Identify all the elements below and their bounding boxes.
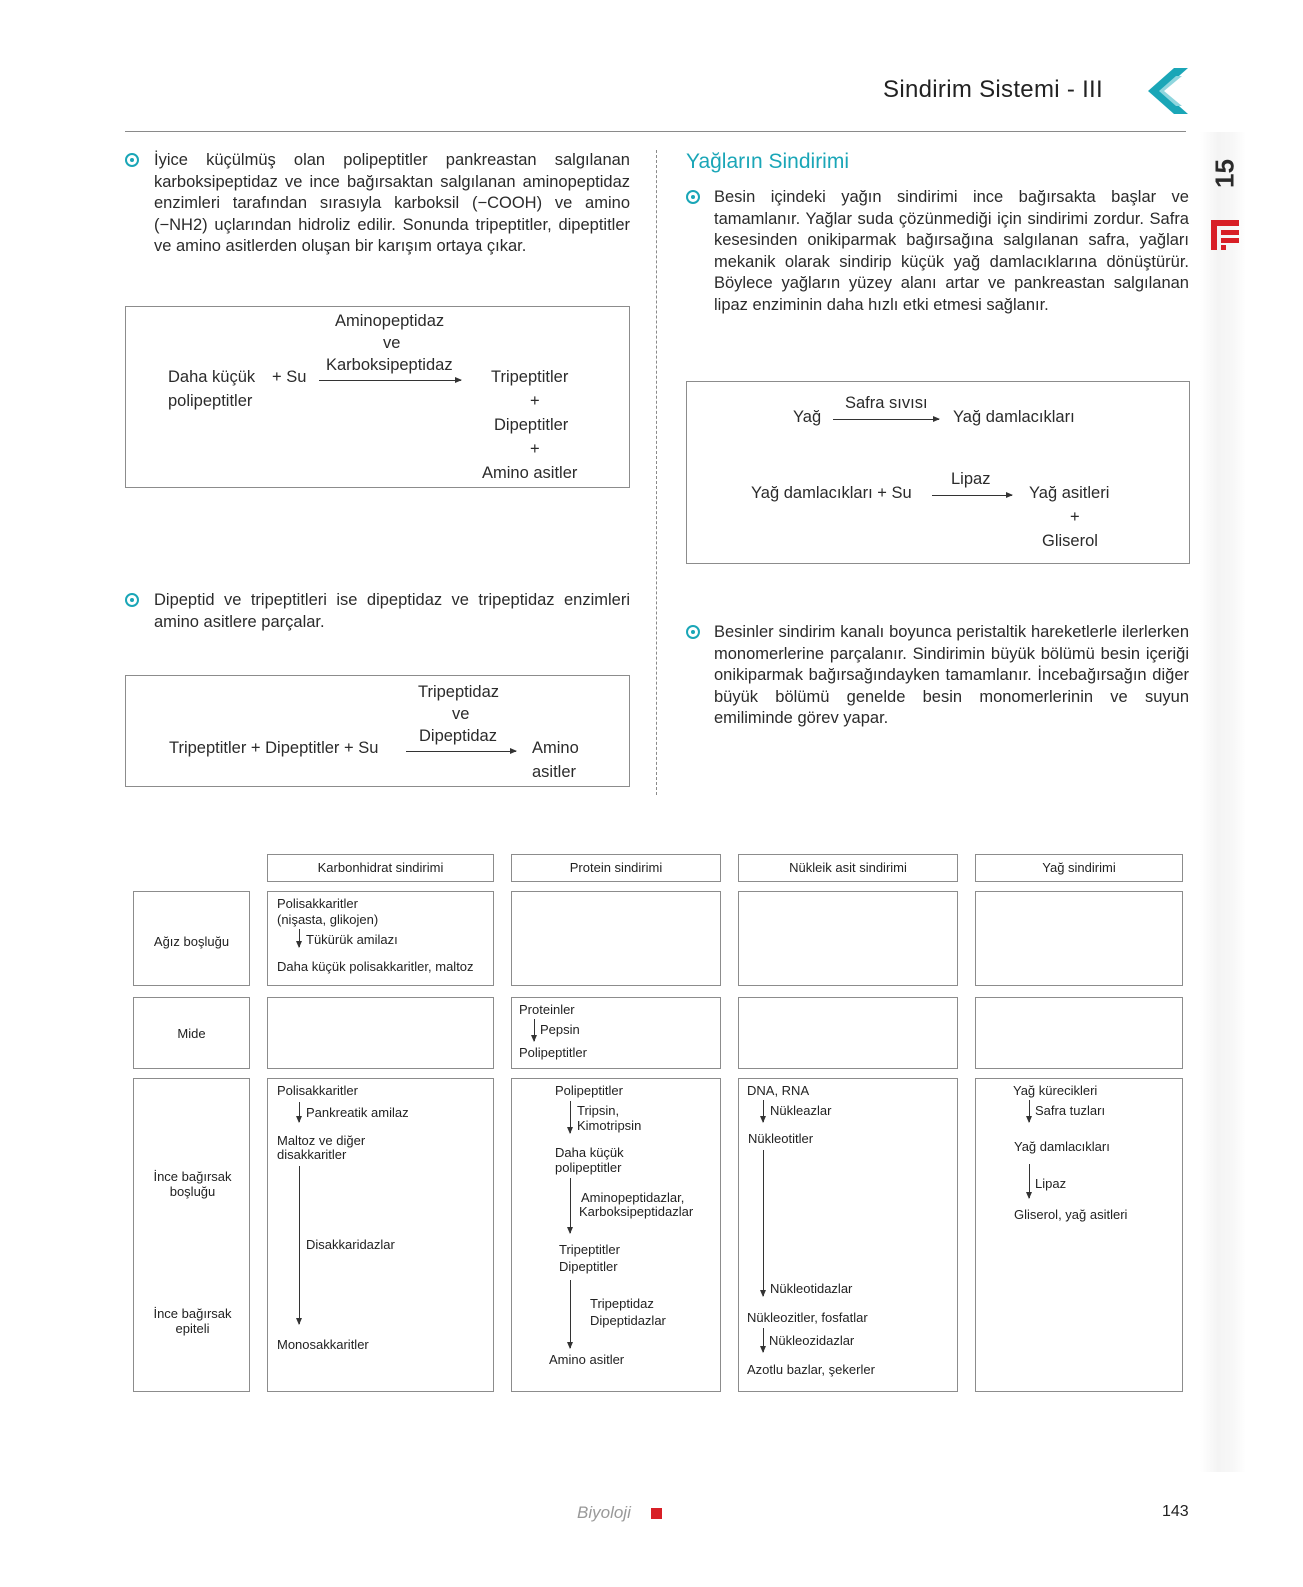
section-title: Yağların Sindirimi bbox=[686, 150, 850, 173]
table-header-nucleic: Nükleik asit sindirimi bbox=[738, 854, 958, 882]
table-header-protein: Protein sindirimi bbox=[511, 854, 721, 882]
table-header-carb: Karbonhidrat sindirimi bbox=[267, 854, 494, 882]
cell-protein-mouth bbox=[511, 891, 721, 986]
footer-square-icon bbox=[651, 1508, 662, 1519]
reaction-box-3 bbox=[686, 381, 1190, 564]
footer-subject: Biyoloji bbox=[577, 1503, 631, 1522]
reaction-arrow bbox=[932, 495, 1012, 496]
product-label: Yağ damlacıkları bbox=[953, 408, 1075, 426]
cell-fat-mouth bbox=[975, 891, 1183, 986]
reactant-label: Daha küçük bbox=[168, 368, 256, 386]
cell-protein-stomach: Proteinler Pepsin Polipeptitler bbox=[511, 997, 721, 1069]
reaction-box-1 bbox=[125, 306, 630, 488]
bullet-icon bbox=[686, 190, 700, 204]
row-label-mouth: Ağız boşluğu bbox=[133, 891, 250, 986]
down-arrow bbox=[1029, 1100, 1030, 1122]
enzyme-label: Tripeptidaz bbox=[418, 683, 500, 701]
enzyme-label: ve bbox=[452, 705, 470, 723]
down-arrow bbox=[570, 1280, 571, 1348]
product-label: Tripeptitler bbox=[491, 368, 569, 386]
brand-number: 15 bbox=[1209, 159, 1240, 188]
right-paragraph-1: Besin içindeki yağın sindirimi ince bağırsakta başlar ve tamamlanır. Yağlar suda çözünmediği için sindirimi zordur. Safra kesesinden onikiparmak bağırsağına salgılanan safra, yağları mekanik olarak sindirip küçük yağ damlacıklarına dönüştürür. Böylece yağların yüzey alanı artar ve pankreastan salgılanan lipaz enziminin daha hızlı etki etmesi sağlanır. bbox=[714, 188, 1189, 314]
reactant-label: Tripeptitler + Dipeptitler + Su bbox=[169, 739, 379, 757]
down-arrow bbox=[763, 1100, 764, 1122]
down-arrow bbox=[763, 1328, 764, 1352]
bullet-icon bbox=[686, 625, 700, 639]
cell-nucleic-mouth bbox=[738, 891, 958, 986]
product-label: + bbox=[1070, 508, 1080, 526]
reaction-box-2 bbox=[125, 675, 630, 787]
left-paragraph-1: İyice küçülmüş olan polipeptitler pankreastan salgılanan karboksipeptidaz ve ince bağırsaktan salgılanan aminopeptidaz enzimleri tarafından sırasıyla karboksil (−COOH) ve amino (−NH2) uçlarından hidroliz edilir. Sonunda tripeptitler, dipeptitler ve amino asitlerden oluşan bir karışım ortaya çıkar. bbox=[154, 151, 630, 255]
column-divider bbox=[656, 150, 658, 795]
reactant-label: Yağ damlacıkları + Su bbox=[751, 484, 912, 502]
down-arrow bbox=[299, 1166, 300, 1324]
reactant-label: polipeptitler bbox=[168, 392, 253, 410]
page-title: Sindirim Sistemi - III bbox=[883, 76, 1103, 103]
product-label: Amino bbox=[532, 739, 579, 757]
chevron-left-icon bbox=[1146, 68, 1188, 114]
product-label: asitler bbox=[532, 763, 577, 781]
cell-carb-stomach bbox=[267, 997, 494, 1069]
reaction-arrow bbox=[833, 419, 939, 420]
reactant-label: Yağ bbox=[793, 408, 822, 426]
cell-carb-mouth: Polisakkaritler (nişasta, glikojen) Tükürük amilazı Daha küçük polisakkaritler, maltoz bbox=[267, 891, 494, 986]
down-arrow bbox=[299, 1102, 300, 1122]
row-label-stomach: Mide bbox=[133, 997, 250, 1069]
enzyme-label: Karboksipeptidaz bbox=[326, 356, 453, 374]
bullet-icon bbox=[125, 153, 139, 167]
reaction-arrow bbox=[319, 380, 461, 381]
cell-nucleic-stomach bbox=[738, 997, 958, 1069]
reaction-arrow bbox=[406, 751, 516, 752]
brand-logo-icon bbox=[1211, 220, 1239, 250]
product-label: Dipeptitler bbox=[494, 416, 569, 434]
enzyme-label: Safra sıvısı bbox=[845, 394, 928, 412]
left-paragraph-2: Dipeptid ve tripeptitleri ise dipeptidaz ve tripeptidaz enzimleri amino asitlere parçalar. bbox=[154, 591, 630, 631]
product-label: Gliserol bbox=[1042, 532, 1098, 550]
product-label: + bbox=[530, 440, 540, 458]
cell-fat-stomach bbox=[975, 997, 1183, 1069]
down-arrow bbox=[570, 1101, 571, 1133]
product-label: Amino asitler bbox=[482, 464, 578, 482]
reactant-label: + Su bbox=[272, 368, 307, 386]
row-label-intestine: İnce bağırsak boşluğu İnce bağırsak epiteli bbox=[133, 1078, 250, 1392]
brand-mark bbox=[1205, 148, 1245, 258]
header-rule bbox=[125, 131, 1186, 132]
down-arrow bbox=[1029, 1164, 1030, 1198]
cell-nucleic-intestine: DNA, RNA Nükleazlar Nükleotitler Nükleotidazlar Nükleozitler, fosfatlar Nükleozidazlar Azotlu bazlar, şekerler bbox=[738, 1078, 958, 1392]
down-arrow bbox=[299, 929, 300, 947]
product-label: Yağ asitleri bbox=[1029, 484, 1110, 502]
page-number: 143 bbox=[1162, 1503, 1189, 1520]
product-label: + bbox=[530, 392, 540, 410]
cell-protein-intestine: Polipeptitler Tripsin, Kimotripsin Daha küçük polipeptitler Aminopeptidazlar, Karboksipeptidazlar Tripeptitler Dipeptitler Tripeptidaz Dipeptidazlar Amino asitler bbox=[511, 1078, 721, 1392]
down-arrow bbox=[763, 1150, 764, 1296]
down-arrow bbox=[570, 1178, 571, 1233]
side-strip bbox=[1200, 132, 1246, 1472]
enzyme-label: Dipeptidaz bbox=[419, 727, 497, 745]
bullet-icon bbox=[125, 593, 139, 607]
enzyme-label: Aminopeptidaz bbox=[335, 312, 445, 330]
cell-fat-intestine: Yağ kürecikleri Safra tuzları Yağ damlacıkları Lipaz Gliserol, yağ asitleri bbox=[975, 1078, 1183, 1392]
table-header-fat: Yağ sindirimi bbox=[975, 854, 1183, 882]
enzyme-label: ve bbox=[383, 334, 401, 352]
enzyme-label: Lipaz bbox=[951, 470, 991, 488]
down-arrow bbox=[534, 1019, 535, 1041]
right-paragraph-2: Besinler sindirim kanalı boyunca peristaltik hareketlerle ilerlerken monomerlerine parçalanır. Sindirimin büyük bölümü besin içeriği onikiparmak bağırsağındayken tamamlanır. İncebağırsağın diğer büyük bölümü genelde besin monomerlerinin ve suyun emiliminde görev yapar. bbox=[714, 623, 1189, 727]
cell-carb-intestine: Polisakkaritler Pankreatik amilaz Maltoz ve diğer disakkaritler Disakkaridazlar Monosakkaritler bbox=[267, 1078, 494, 1392]
